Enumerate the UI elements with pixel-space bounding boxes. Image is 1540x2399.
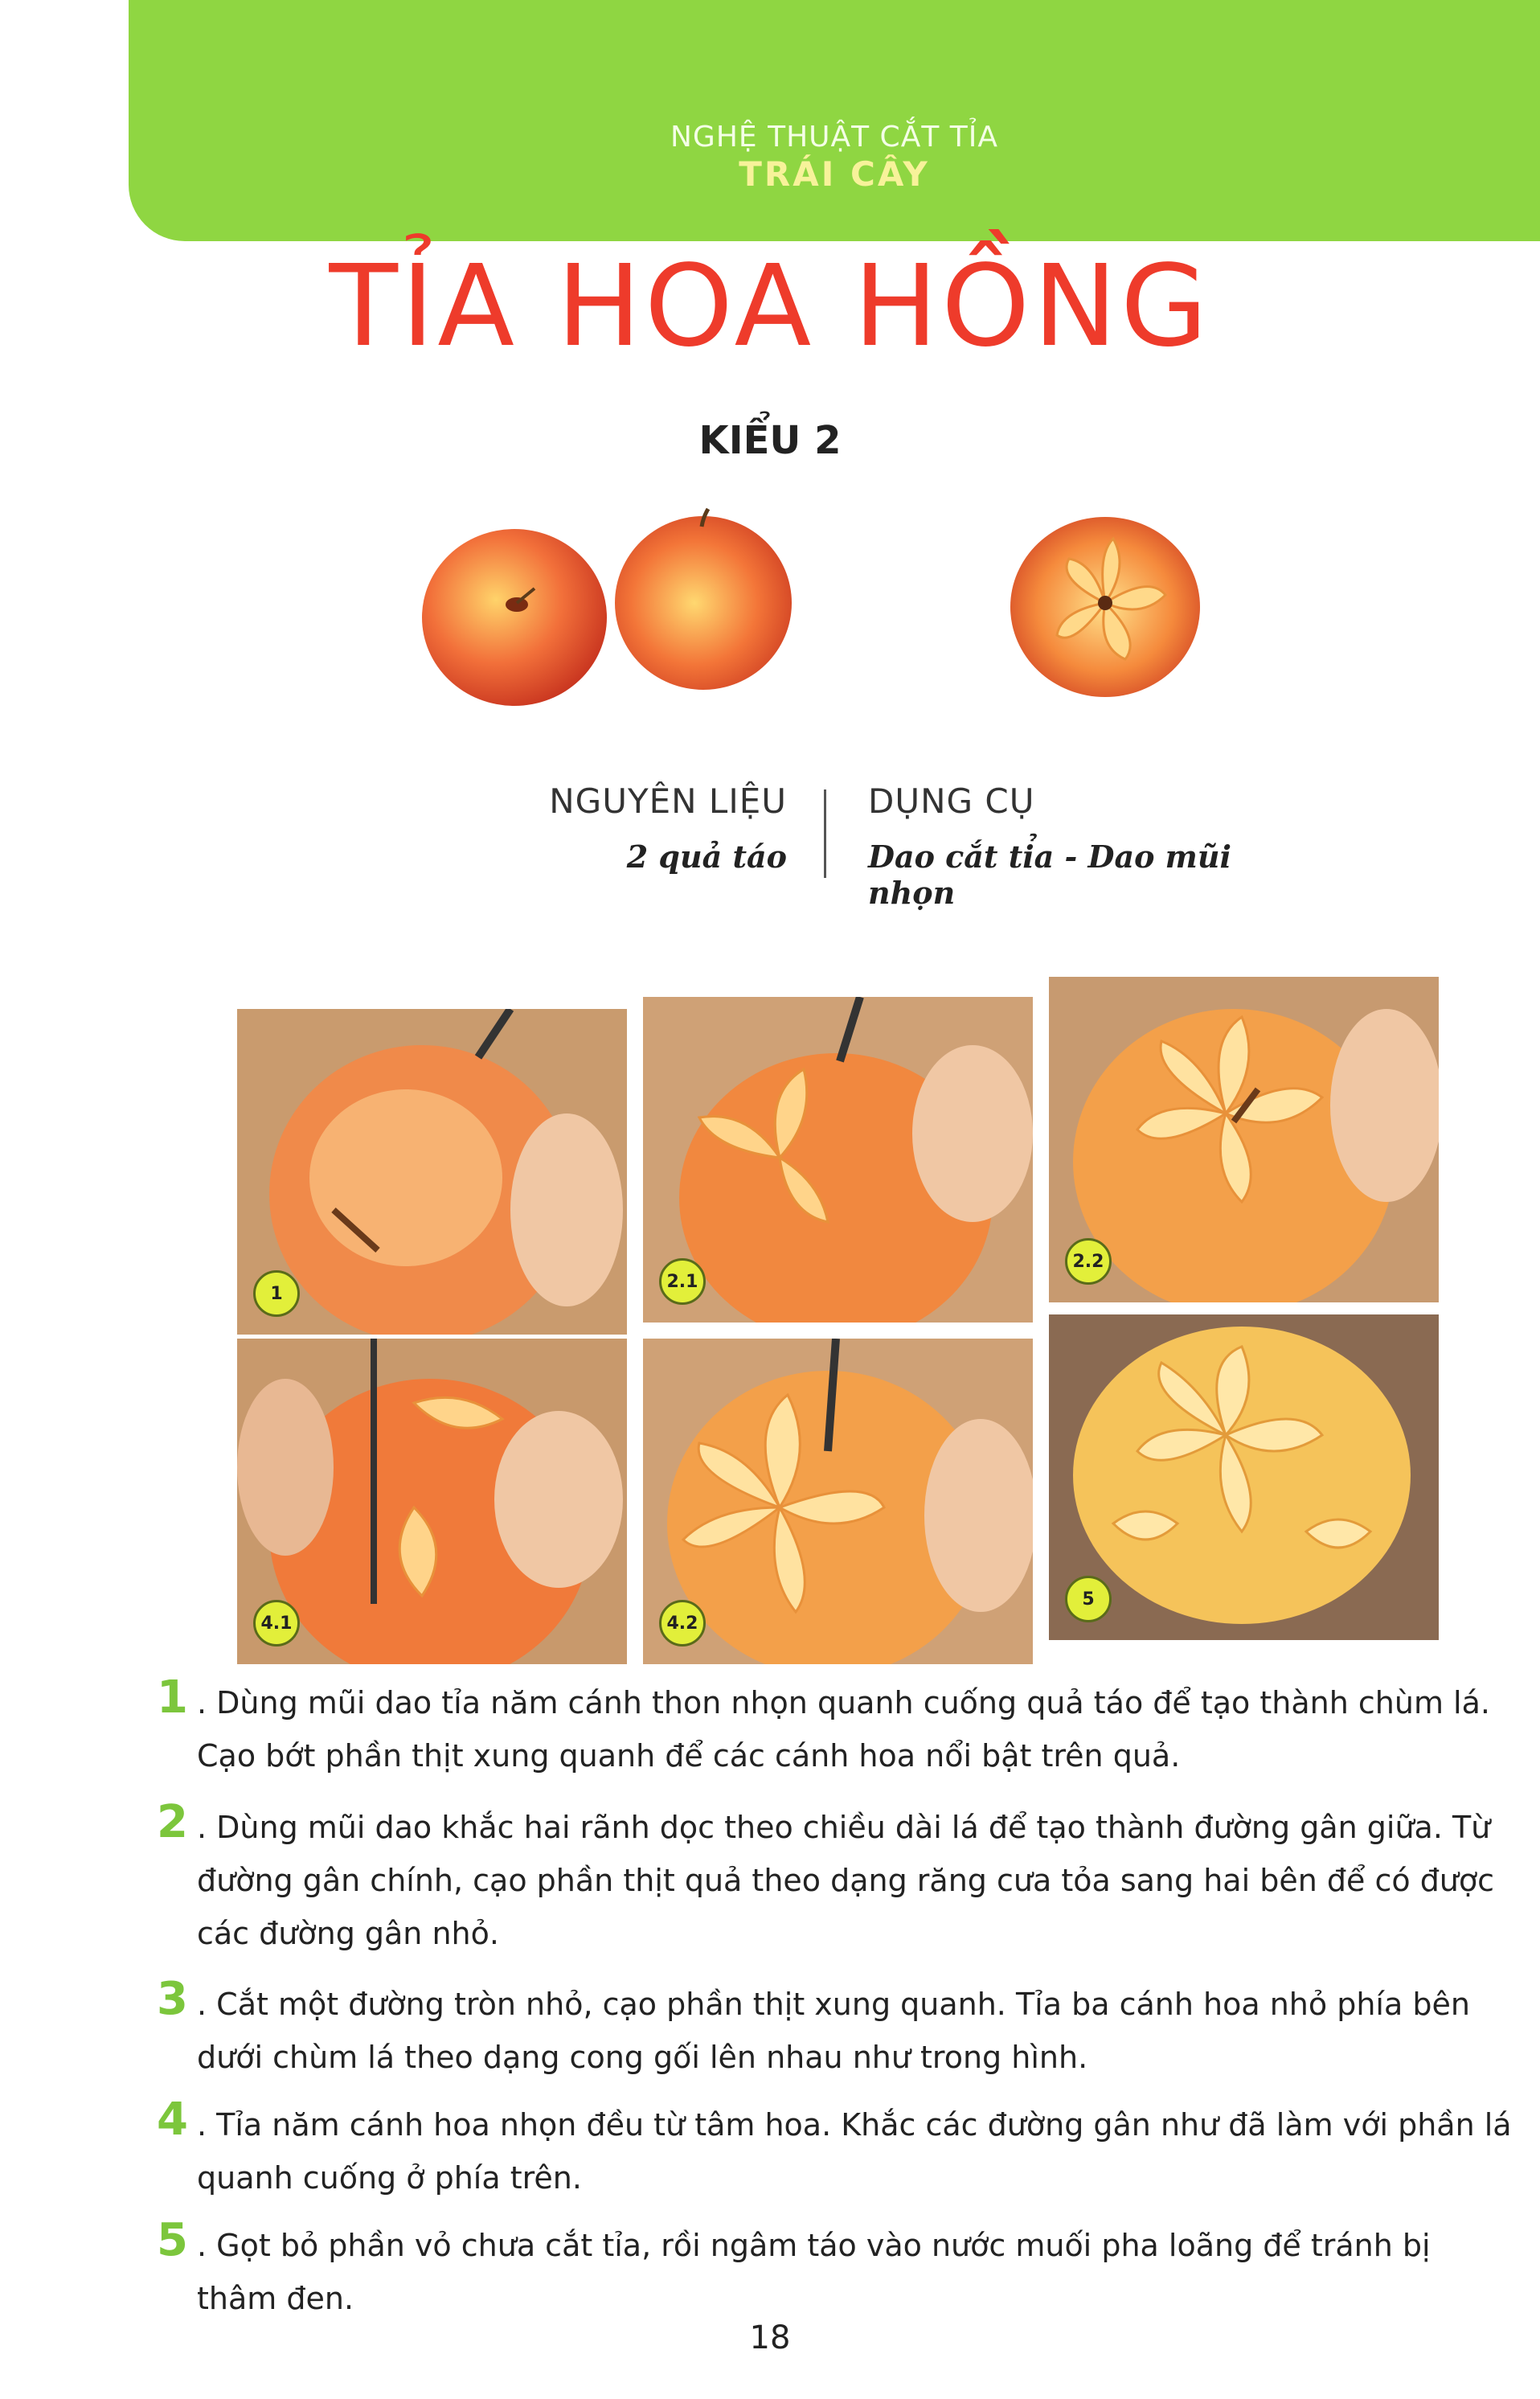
step-number: 3 [157,1973,188,2025]
step-photo-grid [237,977,1443,1664]
step-photo [237,1009,627,1335]
step-photo [643,997,1033,1323]
step-text: . Cắt một đường tròn nhỏ, cạo phần thịt xung quanh. Tỉa ba cánh hoa nhỏ phía bên dưới chùm lá theo dạng cong gối lên nhau như trong hình. [197,1987,1470,2075]
tools-heading: DỤNG CỤ [868,781,1035,821]
page-subtitle: KIỂU 2 [698,418,842,463]
ingredients-block [449,781,787,875]
step-photo-label: 2.2 [1065,1238,1112,1285]
step-text: . Dùng mũi dao tỉa năm cánh thon nhọn quanh cuống quả táo để tạo thành chùm lá. Cạo bớt phần thịt xung quanh để các cánh hoa nổi bật trên quả. [197,1685,1490,1774]
tools-block [868,781,1318,911]
step-photo-label: 5 [1065,1576,1112,1622]
page-number: 18 [749,2319,791,2356]
step-photo-label: 4.2 [659,1600,706,1646]
step-photo-label: 1 [253,1270,300,1317]
step-text: . Gọt bỏ phần vỏ chưa cắt tỉa, rồi ngâm táo vào nước muối pha loãng để tránh bị thâm đen. [197,2228,1431,2316]
step-photo [1049,977,1439,1302]
ingredients-heading: NGUYÊN LIỆU [549,781,787,821]
carved-apple-image [1001,498,1210,707]
step-number: 4 [157,2093,188,2146]
page-title: TỈA HOA HỒNG [329,241,1211,372]
step-photo [643,1339,1033,1664]
apple-image-1 [414,515,615,716]
step-number: 1 [157,1671,188,1724]
step-photo [1049,1314,1439,1640]
tools-value: Dao cắt tỉa - Dao mũi nhọn [868,839,1231,911]
apple-image-2 [607,502,800,695]
ingredients-value: 2 quả táo [626,839,787,875]
step-text: . Tỉa năm cánh hoa nhọn đều từ tâm hoa. Khắc các đường gân như đã làm với phần lá quanh cuống ở phía trên. [197,2107,1512,2196]
info-divider [824,789,826,878]
step-photo-label: 2.1 [659,1258,706,1305]
step-photo-label: 4.1 [253,1600,300,1646]
banner-series-title: NGHỆ THUẬT CẮT TỈA [670,121,998,154]
step-text: . Dùng mũi dao khắc hai rãnh dọc theo chiều dài lá để tạo thành đường gân giữa. Từ đường gân chính, cạo phần thịt quả theo dạng răng cưa tỏa sang hai bên để có được các đường gân nhỏ. [197,1810,1495,1951]
step-photo [237,1339,627,1664]
step-number: 2 [157,1796,188,1848]
banner-book-title: TRÁI CÂY [739,154,930,194]
step-number: 5 [157,2214,188,2266]
apple-illustrations [0,482,1540,740]
header-banner [129,0,1540,241]
